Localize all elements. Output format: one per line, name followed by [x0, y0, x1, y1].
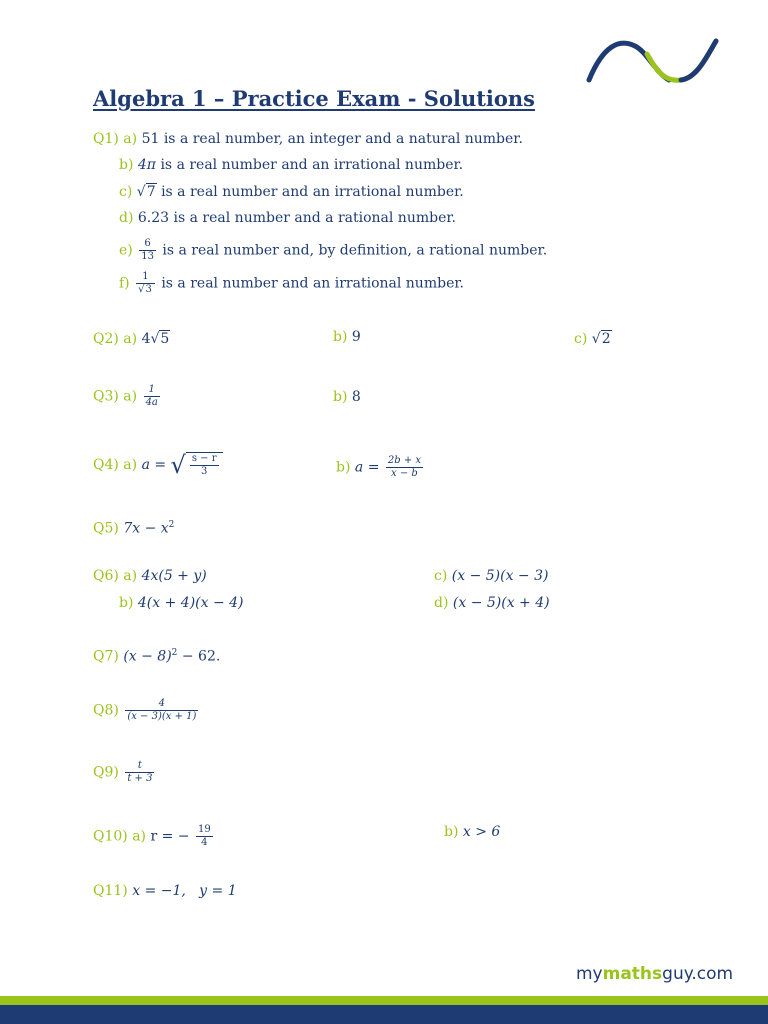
q8-numerator: 4 [158, 698, 166, 709]
q4b-label: b) [336, 459, 351, 476]
q10b-label: b) [444, 824, 459, 840]
q3a-answer [93, 384, 162, 409]
q1e-denominator: 13 [141, 251, 154, 262]
q4b-numerator: 2b + x [387, 455, 422, 466]
q4b-lhs: a = [354, 459, 380, 476]
sqrt-icon: √ [150, 331, 160, 347]
q3a-fraction [144, 384, 160, 409]
q1e-text: is a real number and, by definition, a rational number. [162, 242, 548, 259]
q10a-label: Q10) a) [93, 828, 147, 845]
q1e-numerator: 6 [144, 238, 151, 249]
q4a-label: Q4) a) [93, 457, 138, 473]
q6a-answer [93, 567, 207, 585]
q4b-fraction [386, 455, 423, 480]
sqrt-icon: √ [136, 184, 146, 200]
sqrt-icon: √ [591, 331, 601, 347]
q11-expr: x = −1, y = 1 [132, 883, 237, 899]
q1c-text: is a real number and an irrational number. [161, 184, 464, 200]
q1e-fraction [139, 238, 156, 263]
q4a-denominator: 3 [190, 465, 219, 478]
brand-accent: maths [602, 964, 663, 984]
q7-expr-rest: − 62. [181, 648, 221, 665]
q5-exponent: 2 [168, 520, 175, 530]
q2a-radicand: 5 [160, 331, 170, 347]
q5-answer [93, 516, 174, 538]
q1d-text: 6.23 is a real number and a rational number. [137, 210, 456, 226]
footer-navy-bar [0, 1005, 768, 1024]
q7-answer [93, 644, 220, 666]
q1f-label: f) [119, 275, 130, 292]
q1c-label: c) [119, 184, 133, 200]
q4b-answer [336, 455, 425, 480]
q2c-radicand: 2 [601, 331, 611, 347]
q3a-numerator: 1 [148, 384, 155, 395]
q2b-label: b) [333, 329, 348, 345]
q2a-answer [93, 330, 170, 348]
q6c-expr: (x − 5)(x − 3) [451, 568, 549, 584]
q9-label: Q9) [93, 764, 119, 781]
q1b-answer [119, 156, 463, 174]
q1f-denominator [136, 283, 155, 296]
q2a-label: Q2) a) [93, 331, 138, 347]
brand-post: guy.com [662, 964, 734, 984]
q11-answer [93, 882, 237, 900]
q1d-answer [119, 209, 456, 227]
q10a-numerator: 19 [197, 824, 211, 835]
q5-expr: 7x − x [123, 520, 169, 537]
q9-denominator: t + 3 [127, 773, 153, 784]
wave-logo-icon [585, 36, 720, 86]
q10a-denominator: 4 [196, 836, 213, 849]
q9-fraction [125, 760, 154, 785]
q8-label: Q8) [93, 702, 119, 719]
q6d-answer [434, 594, 550, 612]
q1b-label: b) [119, 157, 134, 173]
q6d-label: d) [434, 595, 449, 611]
q7-exponent: 2 [171, 648, 178, 658]
q8-fraction [125, 698, 198, 723]
q2c-answer [574, 330, 612, 348]
q6a-expr: 4x(5 + y) [141, 568, 207, 584]
q10a-fraction [196, 824, 213, 849]
q8-answer [93, 698, 200, 723]
q1f-fraction [136, 271, 155, 296]
q6d-expr: (x − 5)(x + 4) [452, 595, 550, 611]
q6b-answer [119, 594, 244, 612]
q1f-radicand: 3 [145, 284, 152, 295]
q3b-label: b) [333, 389, 348, 405]
q10a-answer [93, 824, 215, 849]
q6c-label: c) [434, 568, 448, 584]
q1e-answer [119, 238, 547, 263]
q5-label: Q5) [93, 520, 119, 537]
q3b-answer [333, 388, 361, 406]
q1d-label: d) [119, 210, 134, 226]
q7-label: Q7) [93, 648, 119, 665]
q10b-expr: x > 6 [462, 824, 501, 840]
q3a-label: Q3) a) [93, 388, 138, 405]
q1f-numerator: 1 [142, 271, 149, 282]
sqrt-icon: √ [170, 451, 186, 479]
q2b-value: 9 [351, 329, 361, 345]
q4a-numerator: s − r [191, 453, 217, 464]
q6c-answer [434, 567, 548, 585]
q4a-fraction [190, 453, 219, 478]
q3b-value: 8 [351, 389, 361, 405]
q4a-lhs: a = [141, 457, 167, 473]
q2b-answer [333, 328, 361, 346]
q11-label: Q11) [93, 883, 128, 899]
q1e-label: e) [119, 242, 133, 259]
q6b-label: b) [119, 595, 134, 611]
q1f-text: is a real number and an irrational number. [161, 275, 464, 292]
q1c-answer [119, 183, 464, 201]
q2c-label: c) [574, 331, 588, 347]
q6a-label: Q6) a) [93, 568, 138, 584]
q2a-coef: 4 [141, 331, 151, 347]
footer-brand [576, 964, 733, 984]
q8-denominator: (x − 3)(x + 1) [127, 711, 197, 722]
q4b-denominator: x − b [386, 467, 423, 480]
brand-pre: my [576, 964, 603, 984]
q1c-radicand: 7 [146, 184, 156, 200]
page-title: Algebra 1 – Practice Exam - Solutions [93, 86, 535, 111]
q9-numerator: t [137, 760, 142, 771]
q1a-answer [93, 130, 523, 148]
footer-green-bar [0, 996, 768, 1005]
q10b-answer [444, 823, 500, 841]
q7-expr-base: (x − 8) [123, 648, 172, 665]
q9-answer [93, 760, 156, 785]
q3a-denominator: 4a [145, 397, 158, 408]
q1b-text: is a real number and an irrational number. [160, 157, 464, 173]
q6b-expr: 4(x + 4)(x − 4) [137, 595, 244, 611]
q4a-answer [93, 452, 223, 478]
q1a-text: 51 is a real number, an integer and a natural number. [141, 131, 523, 147]
sqrt-icon: √ [138, 284, 145, 295]
q1b-expr: 4π [137, 157, 156, 173]
q1f-answer [119, 271, 464, 296]
q10a-lhs: r = − [150, 828, 190, 845]
q1a-label: Q1) a) [93, 131, 138, 147]
